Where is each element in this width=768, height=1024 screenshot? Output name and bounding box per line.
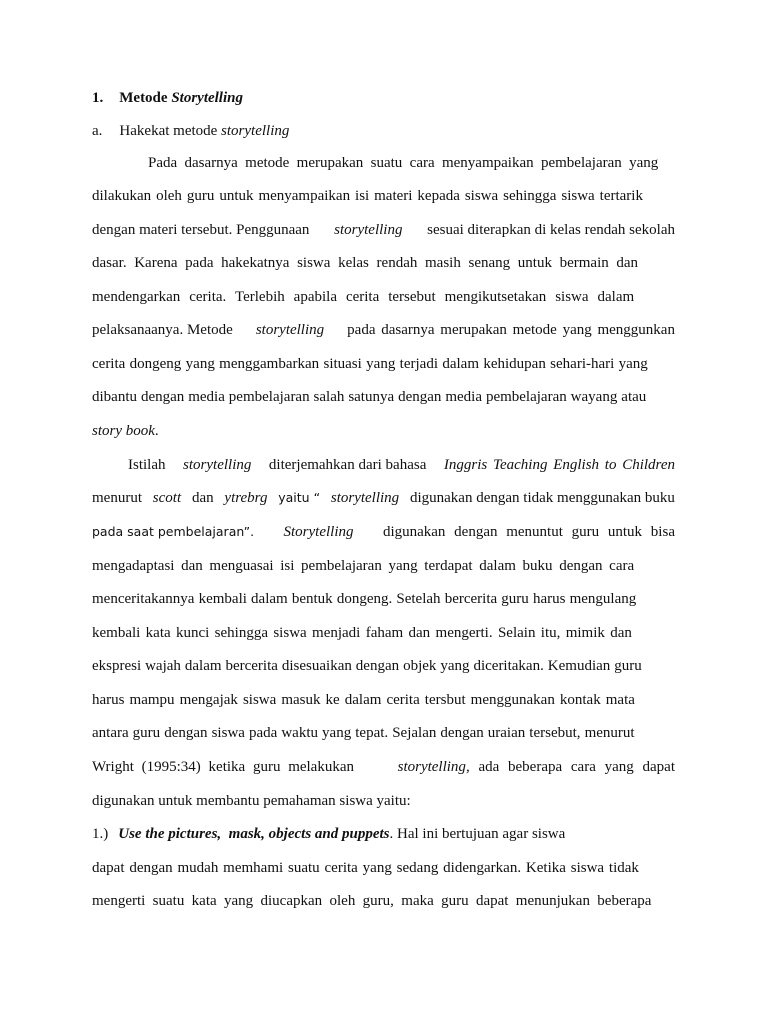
text: yaitu “ [278, 490, 321, 505]
text: pada saat pembelajaran”. [92, 524, 255, 539]
paragraph-1-line-5 [92, 287, 675, 307]
paragraph-2-line-1 [128, 455, 675, 475]
text: mendengarkan cerita. Terlebih apabila cerita tersebut mengikutsetakan siswa dalam [92, 289, 635, 305]
text: . [154, 423, 159, 439]
paragraph-1-line-4 [92, 253, 675, 273]
italic-term: storytelling [330, 490, 400, 506]
list-item-1 [92, 824, 675, 844]
paragraph-2-line-6 [92, 623, 675, 643]
paragraph-2-line-5 [92, 589, 675, 609]
inline-group [398, 757, 675, 777]
text: dengan materi tersebut. Penggunaan [92, 222, 310, 238]
list-item-title: Use the pictures, mask, objects and puppets [118, 826, 390, 842]
text: Wright (1995:34) ketika guru melakukan [92, 759, 354, 775]
text: pada dasarnya merupakan metode yang menggunkan [347, 322, 675, 338]
justified-line [148, 153, 675, 173]
paragraph-2-line-2 [92, 488, 675, 508]
italic-term: ytrebrg [224, 490, 268, 506]
paragraph-2-line-3 [92, 522, 675, 542]
text: sesuai diterapkan di kelas rendah sekolah [427, 222, 675, 238]
list-item-text: . Hal ini bertujuan agar siswa [389, 826, 566, 842]
paragraph-2-line-4 [92, 556, 675, 576]
text: diterjemahkan dari bahasa [268, 457, 427, 473]
list-marker: 1.) [92, 826, 109, 842]
paragraph-3-line-2 [92, 891, 675, 911]
text: Pada dasarnya metode merupakan suatu cara menyampaikan pembelajaran yang [148, 155, 659, 171]
italic-term: story book [92, 423, 155, 439]
text: antara guru dengan siswa pada waktu yang tepat. Sejalan dengan uraian tersebut, menurut [92, 725, 635, 741]
paragraph-1-line-6 [92, 320, 675, 340]
paragraph-2-line-8 [92, 690, 675, 710]
italic-term: storytelling [255, 322, 325, 338]
paragraph-1-line-2 [92, 186, 675, 206]
text: dan [191, 490, 214, 506]
text: cerita dongeng yang menggambarkan situasi yang terjadi dalam kehidupan sehari-hari yang [92, 356, 648, 372]
italic-term: scott [152, 490, 182, 506]
subheading-title-italic: storytelling [221, 123, 290, 139]
paragraph-2-line-10 [92, 757, 675, 777]
text: digunakan dengan menuntut guru untuk bisa [382, 524, 675, 540]
text: ekspresi wajah dalam bercerita disesuaikan dengan objek yang diceritakan. Kemudian guru [92, 658, 642, 674]
text: dilakukan oleh guru untuk menyampaikan isi materi kepada siswa sehingga siswa tertarik [92, 188, 643, 204]
italic-term: storytelling [334, 222, 403, 238]
paragraph-2-line-7 [92, 656, 675, 676]
text: dasar. Karena pada hakekatnya siswa kelas rendah masih senang untuk bermain dan [92, 255, 639, 271]
section-title: Metode [119, 90, 168, 106]
text: dibantu dengan media pembelajaran salah satunya dengan media pembelajaran wayang atau [92, 389, 647, 405]
italic-term: Inggris Teaching English to Children [443, 457, 675, 473]
paragraph-1-line-7 [92, 354, 675, 374]
text: pelaksanaanya. Metode [92, 322, 233, 338]
italic-term: Storytelling [283, 524, 354, 540]
paragraph-2-line-9 [92, 723, 675, 743]
paragraph-1-line-3 [92, 220, 675, 240]
text: Istilah [128, 457, 166, 473]
text: mengerti suatu kata yang diucapkan oleh guru, maka guru dapat menunjukan beberapa [92, 893, 652, 909]
text: digunakan untuk membantu pemahaman siswa yaitu: [92, 793, 411, 809]
text: dapat dengan mudah memhami suatu cerita yang sedang didengarkan. Ketika siswa tidak [92, 860, 639, 876]
section-heading [92, 88, 675, 108]
italic-term: storytelling [183, 457, 252, 473]
text: harus mampu mengajak siswa masuk ke dalam cerita tersbut menggunakan kontak mata [92, 692, 635, 708]
paragraph-1-line-9 [92, 421, 675, 441]
paragraph-2-line-11 [92, 791, 675, 811]
italic-term: storytelling [397, 759, 466, 775]
paragraph-1-line-1 [148, 153, 675, 173]
subheading [92, 121, 675, 141]
subheading-letter: a. [92, 123, 103, 139]
text: digunakan dengan tidak menggunakan buku [409, 490, 675, 506]
section-number: 1. [92, 90, 104, 106]
paragraph-3-line-1 [92, 858, 675, 878]
subheading-title: Hakekat metode [119, 123, 218, 139]
text: menceritakannya kembali dalam bentuk dongeng. Setelah bercerita guru harus mengulang [92, 591, 637, 607]
text: menurut [92, 490, 142, 506]
text: mengadaptasi dan menguasai isi pembelajaran yang terdapat dalam buku dengan cara [92, 558, 635, 574]
paragraph-1-line-8 [92, 387, 675, 407]
text: kembali kata kunci sehingga siswa menjadi faham dan mengerti. Selain itu, mimik dan [92, 625, 632, 641]
text: , ada beberapa cara yang dapat [465, 759, 675, 775]
section-title-italic: Storytelling [171, 90, 243, 106]
